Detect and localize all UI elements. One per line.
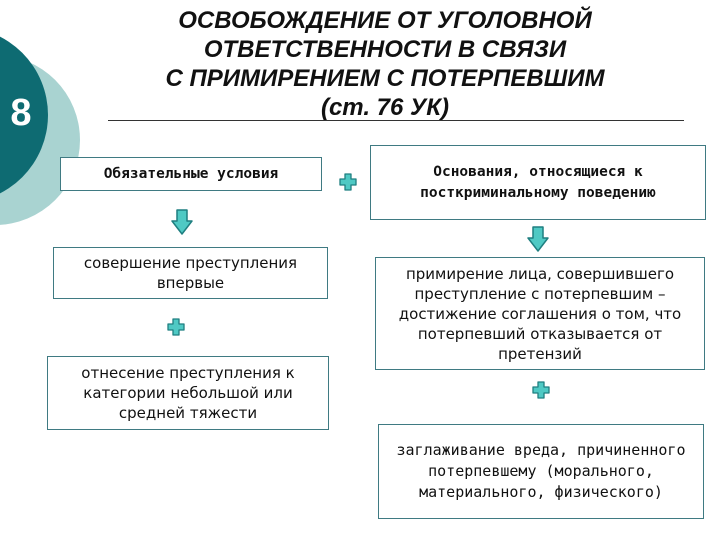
slide-number: 8 bbox=[10, 92, 32, 134]
title-line-2: ОТВЕТСТВЕННОСТИ В СВЯЗИ bbox=[203, 36, 567, 63]
down-arrow-icon bbox=[527, 226, 549, 252]
title-line-3: С ПРИМИРЕНИЕМ С ПОТЕРПЕВШИМ bbox=[165, 65, 605, 92]
plus-icon bbox=[167, 318, 185, 336]
left-item-1-text: совершение преступления впервые bbox=[83, 254, 298, 292]
left-header-text: Обязательные условия bbox=[103, 165, 279, 182]
title-line-4: (ст. 76 УК) bbox=[320, 94, 450, 121]
right-item-2-box bbox=[378, 424, 704, 519]
right-item-1-box bbox=[375, 257, 705, 370]
plus-icon bbox=[532, 381, 550, 399]
right-item-2-text: заглаживание вреда, причиненного потерпевшему (морального, материального, физического) bbox=[396, 441, 686, 501]
slide-title bbox=[100, 6, 670, 122]
left-item-2-text: отнесение преступления к категории небольшой или средней тяжести bbox=[81, 364, 295, 422]
right-item-1-text: примирение лица, совершившего преступление с потерпевшим – достижение соглашения о том, что потерпевший отказывается от претензий bbox=[398, 264, 682, 363]
left-item-1-box bbox=[53, 247, 328, 299]
left-item-2-box bbox=[47, 356, 329, 430]
plus-icon bbox=[339, 173, 357, 191]
right-header-text: Основания, относящиеся к посткриминальному поведению bbox=[420, 163, 656, 201]
down-arrow-icon bbox=[171, 209, 193, 235]
left-header-box bbox=[60, 157, 322, 191]
right-header-box bbox=[370, 145, 706, 220]
title-line-1: ОСВОБОЖДЕНИЕ ОТ УГОЛОВНОЙ bbox=[178, 7, 592, 34]
title-divider bbox=[108, 120, 684, 121]
